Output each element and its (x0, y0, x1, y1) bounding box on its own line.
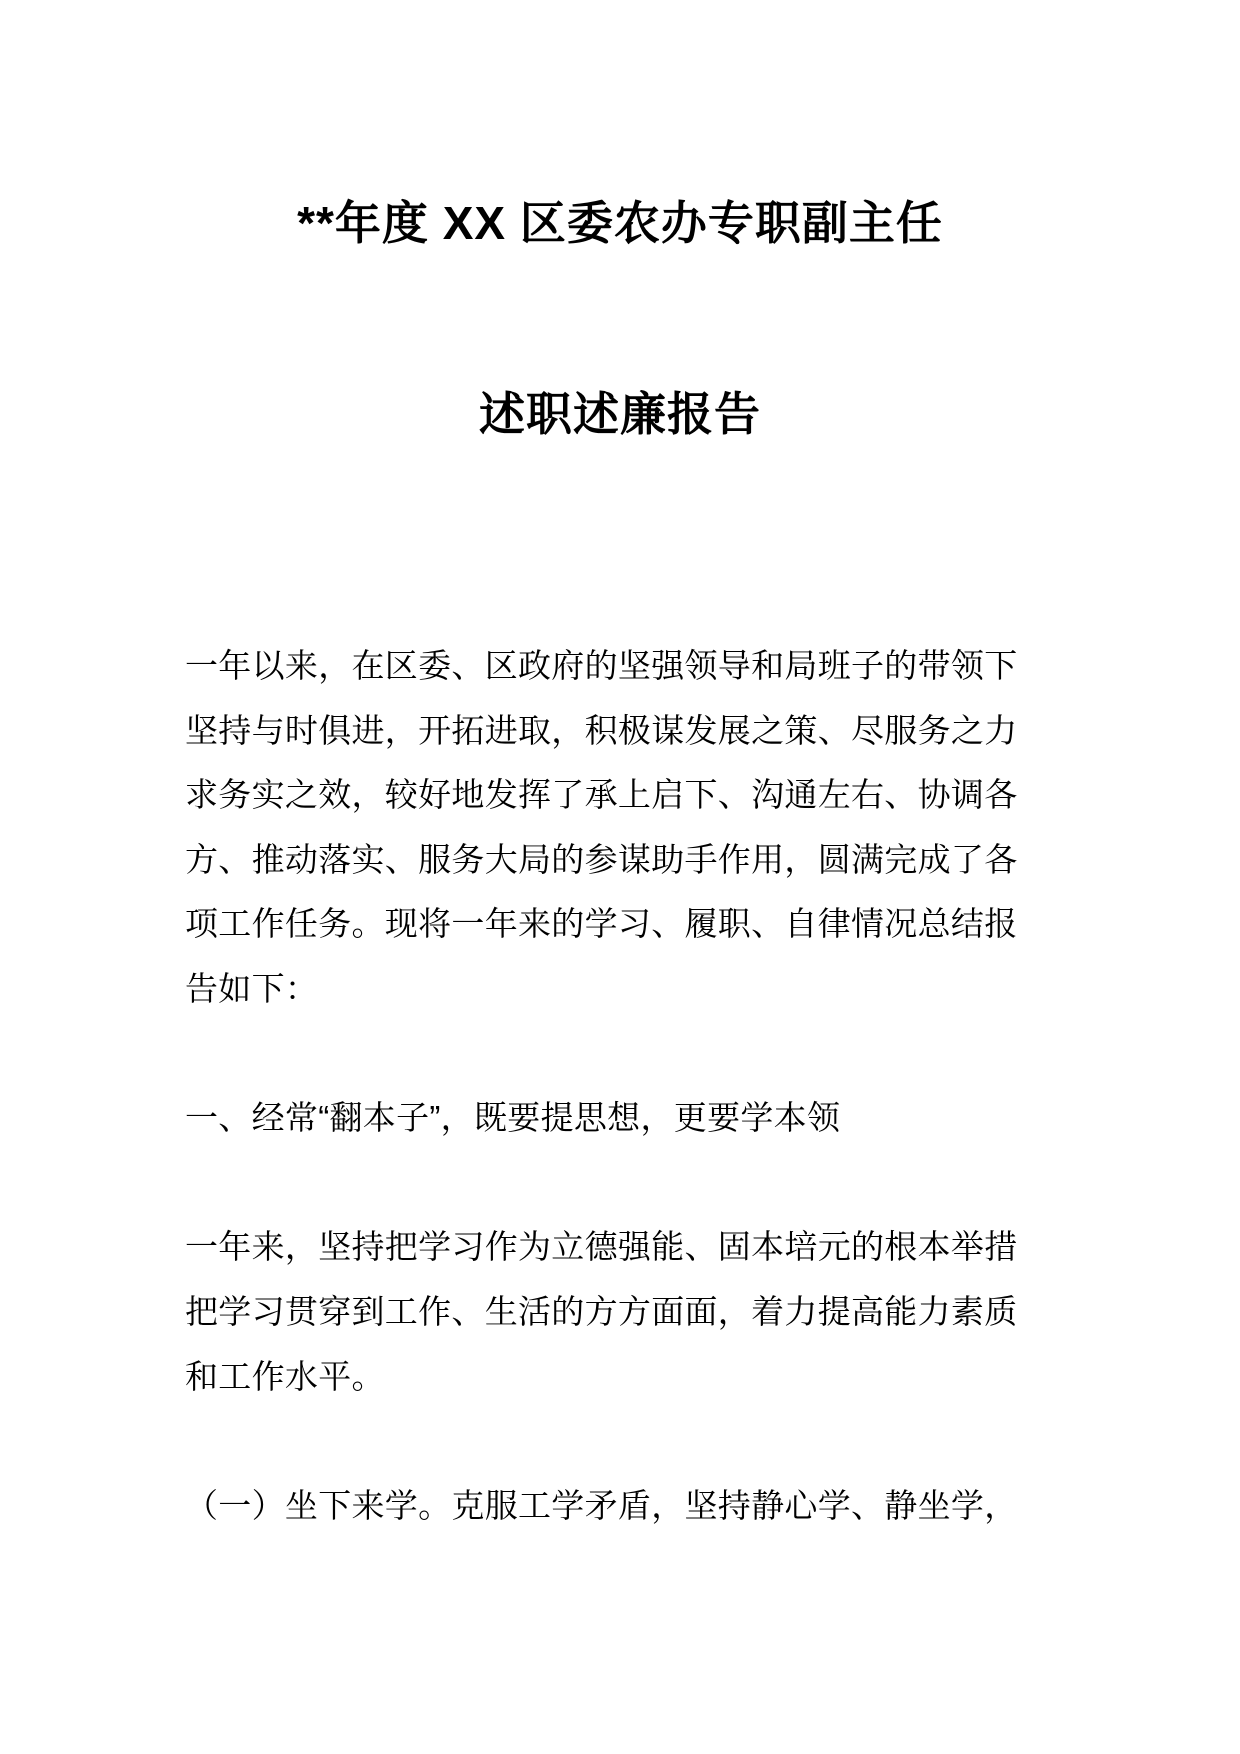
section-heading-1 (185, 1086, 1090, 1151)
document-title-line2: 述职述廉报告 (479, 388, 761, 440)
text-line: 把学习贯穿到工作、生活的方方面面，着力提高能力素质 (185, 1292, 1018, 1330)
text-line: 告如下： (185, 969, 319, 1007)
paragraph-study (185, 1215, 1090, 1409)
paragraph-intro (185, 634, 1090, 1022)
text-line: 和工作水平。 (185, 1357, 385, 1395)
text-line: （一）坐下来学。克服工学矛盾，坚持静心学、静坐学， (185, 1486, 1018, 1524)
text-line: 方、推动落实、服务大局的参谋助手作用，圆满完成了各 (185, 840, 1018, 878)
paragraph-subsection (185, 1474, 1090, 1539)
text-line: 一年来，坚持把学习作为立德强能、固本培元的根本举措 (185, 1228, 1018, 1266)
text-line: 一年以来，在区委、区政府的坚强领导和局班子的带领下 (185, 647, 1018, 684)
text-line: 一、经常“翻本子”，既要提思想，更要学本领 (185, 1099, 841, 1137)
text-line: 项工作任务。现将一年来的学习、履职、自律情况总结报 (185, 905, 1018, 943)
text-line: 坚持与时俱进，开拓进取，积极谋发展之策、尽服务之力 (185, 711, 1018, 749)
document-body (185, 634, 1090, 1603)
document-title-line1: **年度 XX 区委农办专职副主任 (297, 197, 943, 249)
text-line: 求务实之效，较好地发挥了承上启下、沟通左右、协调各 (185, 776, 1018, 814)
